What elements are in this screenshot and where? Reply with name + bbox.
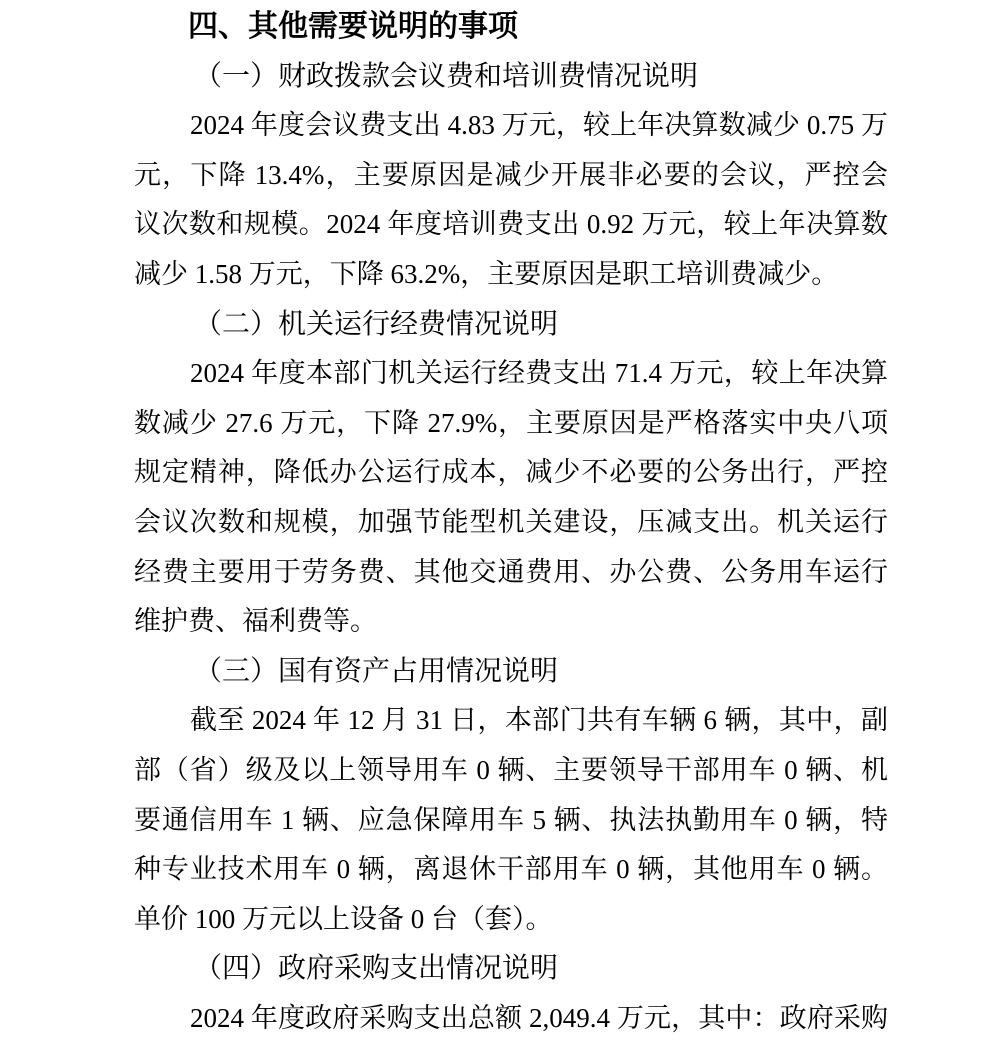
paragraph-line: 单价 100 万元以上设备 0 台（套）。: [134, 903, 553, 934]
paragraph-line: 会议次数和规模，加强节能型机关建设，压减支出。机关运行: [134, 506, 888, 537]
subsection-heading-3: （三）国有资产占用情况说明: [194, 655, 559, 687]
subsection-heading-4: （四）政府采购支出情况说明: [194, 953, 559, 985]
paragraph-line: 维护费、福利费等。: [134, 606, 377, 637]
subsection-heading-2: （二）机关运行经费情况说明: [194, 308, 559, 340]
paragraph-line: 议次数和规模。2024 年度培训费支出 0.92 万元，较上年决算数: [134, 209, 888, 240]
paragraph-line: 2024 年度政府采购支出总额 2,049.4 万元，其中：政府采购: [190, 1002, 888, 1033]
paragraph-line: 2024 年度会议费支出 4.83 万元，较上年决算数减少 0.75 万: [190, 110, 888, 141]
paragraph-line: 元，下降 13.4%，主要原因是减少开展非必要的会议，严控会: [134, 159, 888, 190]
paragraph-line: 减少 1.58 万元，下降 63.2%，主要原因是职工培训费减少。: [134, 258, 839, 289]
subsection-heading-1: （一）财政拨款会议费和培训费情况说明: [194, 60, 699, 92]
section-heading: 四、其他需要说明的事项: [188, 10, 518, 43]
paragraph-line: 要通信用车 1 辆、应急保障用车 5 辆、执法执勤用车 0 辆，特: [134, 804, 888, 835]
paragraph-line: 2024 年度本部门机关运行经费支出 71.4 万元，较上年决算: [190, 358, 888, 389]
paragraph-line: 种专业技术用车 0 辆，离退休干部用车 0 辆，其他用车 0 辆。: [134, 854, 888, 885]
paragraph-line: 规定精神，降低办公运行成本，减少不必要的公务出行，严控: [134, 457, 888, 488]
paragraph-line: 数减少 27.6 万元，下降 27.9%，主要原因是严格落实中央八项: [134, 407, 888, 438]
paragraph-line: 部（省）级及以上领导用车 0 辆、主要领导干部用车 0 辆、机: [134, 754, 888, 785]
paragraph-line: 经费主要用于劳务费、其他交通费用、办公费、公务用车运行: [134, 556, 888, 587]
paragraph-line: 截至 2024 年 12 月 31 日，本部门共有车辆 6 辆，其中，副: [190, 705, 888, 736]
